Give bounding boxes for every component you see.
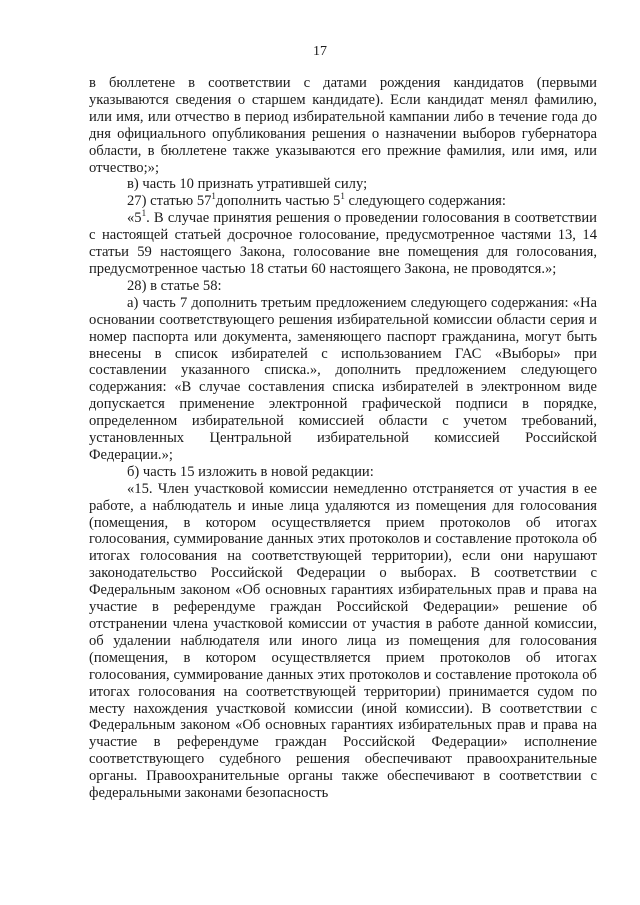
superscript: 1 [141, 208, 147, 219]
page-number: 17 [313, 44, 327, 59]
superscript: 1 [340, 191, 345, 202]
text-fragment: 27) статью 57 [127, 193, 212, 210]
text-fragment: «5 [127, 210, 142, 227]
paragraph-ballot-order: в бюллетене в соответствии с датами рождения кандидатов (первыми указываются сведения о старшем кандидате). Если кандидат менял фамилию, или имя, или отчество в период избирательной кампании либо в течение года до дня официального опубликования решения о назначении выборов губернатора области, в бюллетене также указываются его прежние фамилия, или имя, или отчество;»; [89, 75, 597, 176]
paragraph-part-5-1-text [89, 210, 597, 278]
paragraph-part-7-amend: а) часть 7 дополнить третьим предложением следующего содержания: «На основании соответствующего решения избирательной комиссии области серия и номер паспорта или документа, заменяющего паспорт гражданина, могут быть внесены в список избирателей с использованием ГАС «Выборы» при составлении указанного списка.», дополнить предложением следующего содержания: «В случае составления списка избирателей в электронном виде допускается применение электронной графической подписи в порядке, определенном избирательной комиссией области с учетом требований, установленных Центральной избирательной комиссией Российской Федерации.»; [89, 294, 597, 463]
document-body [89, 75, 597, 802]
superscript: 1 [211, 191, 216, 202]
paragraph-part-10-repeal: в) часть 10 признать утратившей силу; [127, 176, 368, 193]
paragraph-part-15-text: «15. Член участковой комиссии немедленно отстраняется от участия в ее работе, а наблюдатель и иные лица удаляются из помещения для голосования (помещения, в котором осуществляется прием протоколов об итогах голосования, суммирование данных этих протоколов и составление протокола об итогах голосования на соответствующей территории), если они нарушают законодательство Российской Федерации о выборах. В соответствии с Федеральным законом «Об основных гарантиях избирательных прав и права на участие в референдуме граждан Российской Федерации» решение об отстранении члена участковой комиссии от участия в работе данной комиссии, об удалении наблюдателя или иного лица из помещения для голосования (помещения, в котором осуществляется прием протоколов об итогах голосования, суммирование данных этих протоколов и составление протокола об итогах голосования на соответствующей территории) принимается судом по месту нахождения участковой комиссии (иной комиссии). В соответствии с Федеральным законом «Об основных гарантиях избирательных прав и права на участие в референдуме граждан Российской Федерации» исполнение соответствующего судебного решения обеспечивают правоохранительные органы. Правоохранительные органы также обеспечивают в соответствии с федеральными законами безопасность [89, 480, 597, 802]
text-fragment: . В случае принятия решения о проведении голосования в соответствии с настоящей статьей досрочное голосование, предусмотренное частями 13, 14 статьи 59 настоящего Закона, голосование вне помещения для голосования, предусмотренное частью 18 статьи 60 настоящего Закона, не проводятся.»; [89, 210, 597, 277]
paragraph-article-58: 28) в статье 58: [127, 277, 222, 294]
paragraph-part-15-new: б) часть 15 изложить в новой редакции: [127, 463, 374, 480]
text-fragment: следующего содержания: [344, 193, 506, 210]
paragraph-article-57-1-amend [89, 193, 597, 210]
text-fragment: дополнить частью 5 [215, 193, 341, 210]
